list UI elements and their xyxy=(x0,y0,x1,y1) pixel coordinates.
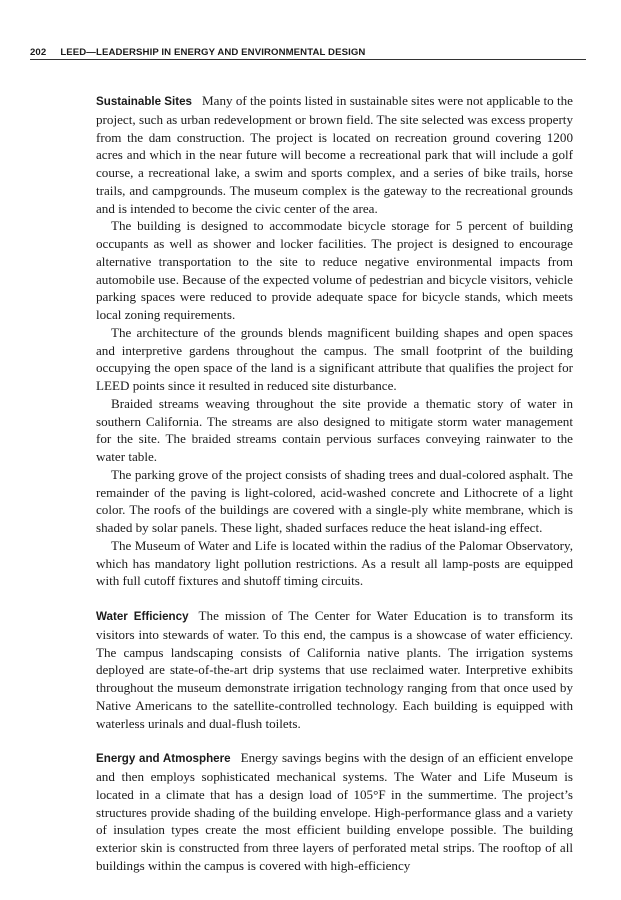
section-heading: Sustainable Sites xyxy=(96,95,193,108)
paragraph: The parking grove of the project consists of shading trees and dual-colored asphalt. The remainder of the paving is light-colored, acid-washed concrete and Lithocrete of a light color. The roofs of the buildings are covered with a single-ply white membrane, which is shaded by solar panels. These light, shaded surfaces reduce the heat island-ing effect. xyxy=(96,466,573,535)
paragraph: The building is designed to accommodate bicycle storage for 5 percent of building occupants as well as shower and locker facilities. The project is designed to encourage alternative transportation to the site to reduce negative environmental impacts from automobile use. Because of the expected volume of pedestrian and bicycle visitors, vehicle parking spaces were reduced to provide adequate space for bicycle stands, which meets local zoning requirements. xyxy=(96,218,573,322)
page-number: 202 xyxy=(30,47,47,58)
section-sustainable-sites xyxy=(96,92,573,590)
section-water-efficiency xyxy=(96,607,573,732)
section-heading: Energy and Atmosphere xyxy=(96,752,231,766)
paragraph: The Museum of Water and Life is located within the radius of the Palomar Observatory, which has mandatory light pollution restrictions. As a result all lamp-posts are equipped with full cutoff fixtures and shutoff timing circuits. xyxy=(96,537,573,589)
paragraph-text: Many of the points listed in sustainable sites were not applicable to the project, such as urban redevelopment or brown field. The site selected was excess property from the dam construction. The project is located on recreation ground covering 1200 acres and which in the near future will become a recreational park that will include a golf course, a recreational lake, a swim and sports complex, and a series of bike trails, horse trails, and campgrounds. The museum complex is the gateway to the recreational grounds and is intended to become the civic center of the area. xyxy=(96,93,573,216)
paragraph-text: Energy savings begins with the design of an efficient envelope and then employs sophisticated mechanical systems. The Water and Life Museum is located in a climate that has a design load of 105°F in the summertime. The project’s structures provide shading of the building envelope. High-performance glass and a variety of insulation types create the most efficient building envelope possible. The building exterior skin is constructed from three layers of perforated metal strips. The rooftop of all buildings within the campus is covered with high-efficiency xyxy=(96,750,573,873)
paragraph xyxy=(96,92,573,217)
paragraph: The architecture of the grounds blends magnificent building shapes and open spaces and interpretive gardens throughout the campus. The small footprint of the building occupying the open space of the land is a significant attribute that qualifies the project for LEED points since it resulted in reduced site disturbance. xyxy=(96,324,573,393)
section-heading: Water Efficiency xyxy=(96,610,189,623)
running-title: LEED—LEADERSHIP IN ENERGY AND ENVIRONMENTAL DESIGN xyxy=(60,47,366,58)
header-rule xyxy=(30,59,586,60)
body-text xyxy=(96,92,573,875)
paragraph xyxy=(96,607,573,732)
section-energy-atmosphere xyxy=(96,749,573,874)
running-header xyxy=(30,47,586,58)
paragraph xyxy=(96,749,573,874)
paragraph-text: The mission of The Center for Water Education is to transform its visitors into stewards of water. To this end, the campus is a showcase of water efficiency. The campus landscaping consists of California native plants. The irrigation systems deployed are state-of-the-art drip systems that use reclaimed water. Interpretive exhibits throughout the museum demonstrate irrigation technology ranging from that once used by Native Americans to the satellite-controlled technology. Each building is equipped with waterless urinals and dual-flush toilets. xyxy=(96,608,574,731)
paragraph: Braided streams weaving throughout the site provide a thematic story of water in southern California. The streams are also designed to mitigate storm water management for the site. The braided streams contain pervious surfaces conveying rainwater to the water table. xyxy=(96,395,573,464)
